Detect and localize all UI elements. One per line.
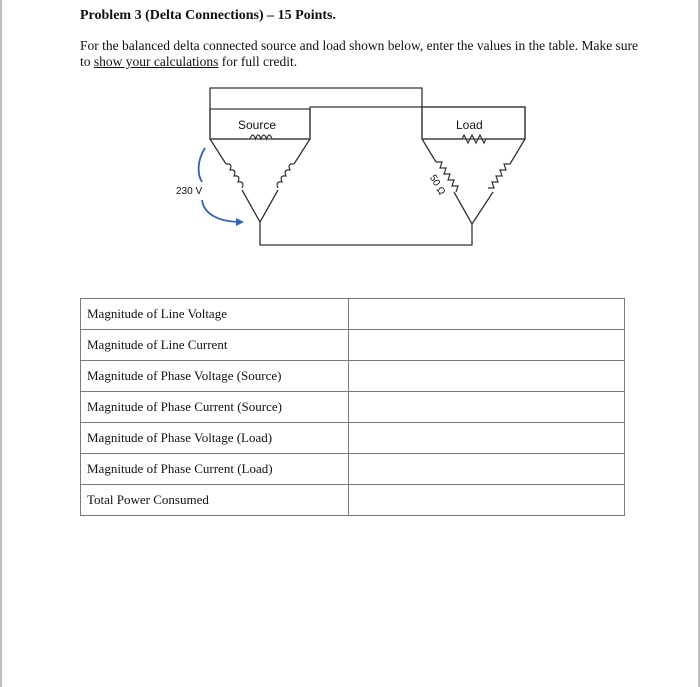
row-label: Magnitude of Line Voltage — [81, 299, 349, 330]
answer-cell[interactable] — [349, 485, 625, 516]
problem-instructions — [80, 38, 640, 70]
circuit-diagram — [160, 82, 540, 252]
load-delta-right — [472, 139, 525, 224]
source-delta-right — [260, 139, 310, 222]
table-row — [81, 454, 625, 485]
instructions-text-2: for full credit. — [218, 54, 298, 69]
middle-line-wire — [310, 107, 525, 139]
source-right-coil-icon — [277, 164, 294, 188]
table-row — [81, 485, 625, 516]
answer-cell[interactable] — [349, 392, 625, 423]
row-label: Magnitude of Phase Voltage (Load) — [81, 423, 349, 454]
answer-cell[interactable] — [349, 299, 625, 330]
circuit-wires — [210, 88, 525, 245]
source-left-coil-icon — [226, 164, 243, 188]
voltage-arrow-icon — [199, 148, 242, 222]
source-top-coil-icon — [250, 135, 272, 139]
table-row — [81, 392, 625, 423]
table-row — [81, 299, 625, 330]
bottom-line-wire — [260, 222, 472, 245]
row-label: Magnitude of Phase Voltage (Source) — [81, 361, 349, 392]
answer-cell[interactable] — [349, 454, 625, 485]
instructions-underlined: show your calculations — [93, 54, 219, 69]
row-label: Magnitude of Phase Current (Load) — [81, 454, 349, 485]
problem-title: Problem 3 (Delta Connections) – 15 Points. — [80, 8, 336, 23]
row-label: Magnitude of Line Current — [81, 330, 349, 361]
row-label: Total Power Consumed — [81, 485, 349, 516]
results-table — [80, 298, 625, 516]
instructions-text-1: For the balanced delta connected source and load shown below, enter the values in the table. Make sure to — [80, 38, 639, 69]
table-row — [81, 423, 625, 454]
answer-cell[interactable] — [349, 361, 625, 392]
source-label: Source — [238, 118, 277, 132]
source-delta-left — [210, 139, 260, 222]
load-right-resistor-icon — [488, 164, 510, 188]
table-row — [81, 330, 625, 361]
row-label: Magnitude of Phase Current (Source) — [81, 392, 349, 423]
voltage-arrowhead-icon — [236, 218, 244, 226]
answer-cell[interactable] — [349, 330, 625, 361]
load-label: Load — [456, 118, 483, 132]
voltage-label: 230 V — [176, 186, 203, 197]
answer-cell[interactable] — [349, 423, 625, 454]
table-row — [81, 361, 625, 392]
impedance-label: 50 Ω — [426, 173, 448, 198]
page-edge-left — [0, 0, 2, 687]
